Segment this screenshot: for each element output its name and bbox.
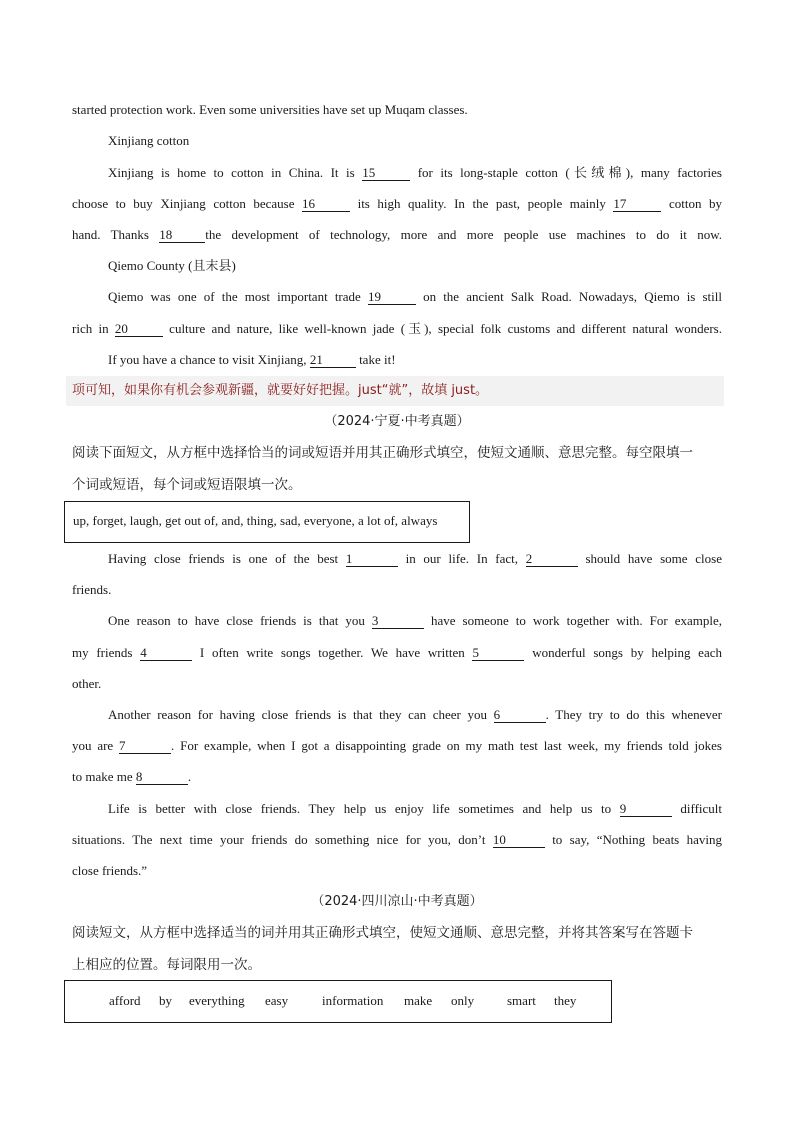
instruction-text: 阅读下面短文，从方框中选择恰当的词或短语并用其正确形式填空，使短文通顺、意思完整。每空限填一 bbox=[72, 445, 693, 461]
blank-5[interactable]: 5 bbox=[472, 645, 524, 661]
passage-line: to make me 8 . bbox=[72, 769, 192, 784]
word-box-item: everything bbox=[189, 993, 245, 1008]
passage-line: hand. Thanks 18 the development of technology, more and more people use machines to do it now. bbox=[72, 227, 723, 242]
passage-line: If you have a chance to visit Xinjiang, 21 take it! bbox=[108, 352, 396, 367]
blank-10[interactable]: 10 bbox=[493, 832, 545, 848]
blank-19[interactable]: 19 bbox=[368, 289, 416, 305]
passage-line: Having close friends is one of the best 1 in our life. In fact, 2 should have some close bbox=[108, 551, 722, 566]
passage-line: choose to buy Xinjiang cotton because 16 its high quality. In the past, people mainly 17 cotton by bbox=[72, 196, 722, 211]
passage-line: you are 7 . For example, when I got a disappointing grade on my math test last week, my friends told jokes bbox=[72, 738, 722, 753]
passage-line: Xinjiang is home to cotton in China. It is 15 for its long-staple cotton (长绒棉), many factories bbox=[108, 165, 722, 180]
blank-9[interactable]: 9 bbox=[620, 801, 672, 817]
blank-20[interactable]: 20 bbox=[115, 321, 163, 337]
blank-8[interactable]: 8 bbox=[136, 769, 188, 785]
source-label: （2024·四川凉山·中考真题） bbox=[311, 894, 483, 909]
blank-21[interactable]: 21 bbox=[310, 352, 356, 368]
blank-6[interactable]: 6 bbox=[494, 707, 546, 723]
passage-line: Qiemo was one of the most important trade 19 on the ancient Salk Road. Nowadays, Qiemo is still bbox=[108, 289, 723, 304]
word-box-item: only bbox=[451, 993, 475, 1008]
passage-line: other. bbox=[72, 676, 102, 691]
passage-line: close friends.” bbox=[72, 863, 148, 878]
word-box-item: by bbox=[159, 993, 172, 1008]
word-box-item: make bbox=[404, 993, 433, 1008]
blank-16[interactable]: 16 bbox=[302, 196, 350, 212]
passage-line: friends. bbox=[72, 582, 112, 597]
answer-explanation: 项可知，如果你有机会参观新疆，就要好好把握。just“就”，故填 just。 bbox=[66, 376, 724, 406]
passage-line: rich in 20 culture and nature, like well-known jade (玉), special folk customs and different natural wonders. bbox=[72, 321, 722, 336]
blank-18[interactable]: 18 bbox=[159, 227, 205, 243]
passage-line: started protection work. Even some universities have set up Muqam classes. bbox=[72, 102, 468, 117]
passage-line: One reason to have close friends is that you 3 have someone to work together with. For example, bbox=[108, 613, 722, 628]
word-box bbox=[64, 980, 612, 1023]
word-box-item: easy bbox=[265, 993, 289, 1008]
passage-line: Another reason for having close friends is that they can cheer you 6 . They try to do this whenever bbox=[108, 707, 722, 722]
word-box-item: information bbox=[322, 993, 384, 1008]
word-box: up, forget, laugh, get out of, and, thing, sad, everyone, a lot of, always bbox=[64, 501, 470, 543]
blank-3[interactable]: 3 bbox=[372, 613, 424, 629]
instruction-text: 阅读短文，从方框中选择适当的词并用其正确形式填空，使短文通顺、意思完整，并将其答案写在答题卡 bbox=[72, 925, 693, 941]
blank-7[interactable]: 7 bbox=[119, 738, 171, 754]
blank-4[interactable]: 4 bbox=[140, 645, 192, 661]
blank-17[interactable]: 17 bbox=[613, 196, 661, 212]
instruction-text: 个词或短语，每个词或短语限填一次。 bbox=[72, 477, 302, 493]
word-box-item: they bbox=[554, 993, 577, 1008]
heading-xinjiang-cotton: Xinjiang cotton bbox=[108, 133, 190, 148]
word-box-item: afford bbox=[109, 993, 141, 1008]
blank-15[interactable]: 15 bbox=[362, 165, 410, 181]
blank-2[interactable]: 2 bbox=[526, 551, 578, 567]
blank-1[interactable]: 1 bbox=[346, 551, 398, 567]
source-label: （2024·宁夏·中考真题） bbox=[324, 414, 470, 429]
instruction-text: 上相应的位置。每词限用一次。 bbox=[72, 957, 261, 973]
passage-line: my friends 4 I often write songs together. We have written 5 wonderful songs by helping each bbox=[72, 645, 722, 660]
heading-qiemo-county: Qiemo County (且末县) bbox=[108, 258, 236, 273]
passage-line: situations. The next time your friends do something nice for you, don’t 10 to say, “Nothing beats having bbox=[72, 832, 722, 847]
word-box-item: smart bbox=[507, 993, 536, 1008]
passage-line: Life is better with close friends. They help us enjoy life sometimes and help us to 9 difficult bbox=[108, 801, 723, 816]
